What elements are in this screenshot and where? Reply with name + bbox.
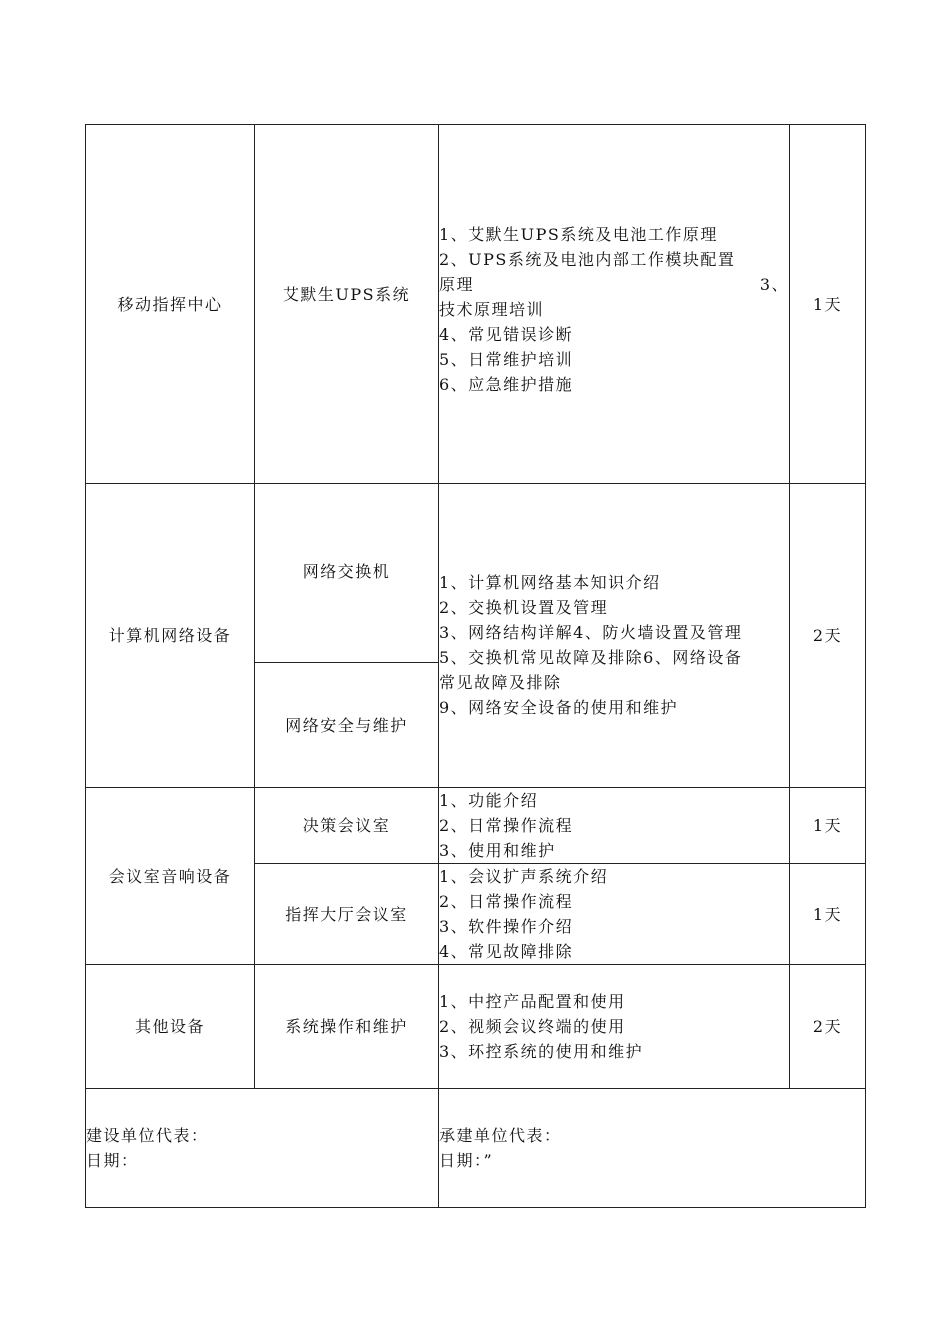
- content-cell: [439, 864, 790, 965]
- content-line-right: 3、: [759, 274, 789, 294]
- content-line: 5、交换机常见故障及排除6、网络设备: [439, 647, 743, 667]
- signature-row: [86, 1089, 866, 1208]
- content-line: 2、视频会议终端的使用: [439, 1017, 626, 1036]
- content-line: 3、软件操作介绍: [439, 917, 574, 936]
- content-line: 4、常见错误诊断: [439, 324, 574, 344]
- content-line: 4、常见故障排除: [439, 942, 574, 961]
- table-row: [86, 788, 866, 864]
- contractor-signature-cell: [439, 1089, 866, 1208]
- content-line: 6、应急维护措施: [439, 374, 574, 394]
- category-cell: 计算机网络设备: [86, 484, 255, 788]
- content-line: 1、中控产品配置和使用: [439, 992, 626, 1011]
- content-line: 2、日常操作流程: [439, 816, 574, 835]
- duration-cell: 1天: [790, 125, 866, 484]
- duration-cell: 2天: [790, 965, 866, 1089]
- content-line: 1、艾默生UPS系统及电池工作原理: [439, 224, 718, 244]
- category-cell: 会议室音响设备: [86, 788, 255, 965]
- content-line: [439, 272, 789, 297]
- content-line: 5、日常维护培训: [439, 349, 574, 369]
- table-row: [86, 125, 866, 484]
- category-cell: 其他设备: [86, 965, 255, 1089]
- content-line: 3、使用和维护: [439, 841, 556, 860]
- content-line: 2、交换机设置及管理: [439, 597, 609, 617]
- builder-rep-label: 建设单位代表：: [86, 1126, 209, 1145]
- content-cell: [439, 788, 790, 864]
- content-line: 技术原理培训: [439, 299, 545, 319]
- item-cell: 艾默生UPS系统: [255, 125, 439, 484]
- builder-date-label: 日期：: [86, 1151, 139, 1170]
- content-line: 1、功能介绍: [439, 791, 539, 810]
- item-cell: 指挥大厅会议室: [255, 864, 439, 965]
- content-line: 3、环控系统的使用和维护: [439, 1042, 644, 1061]
- content-cell: [439, 125, 790, 484]
- content-line-left: 原理: [439, 274, 475, 294]
- table-row: [86, 965, 866, 1089]
- category-cell: 移动指挥中心: [86, 125, 255, 484]
- item-cell: 网络交换机: [255, 484, 439, 663]
- content-line: 2、UPS系统及电池内部工作模块配置: [439, 249, 736, 269]
- duration-cell: 2天: [790, 484, 866, 788]
- item-cell: 系统操作和维护: [255, 965, 439, 1089]
- content-line: 常见故障及排除: [439, 672, 562, 692]
- contractor-rep-label: 承建单位代表：: [439, 1126, 562, 1145]
- content-line: 1、计算机网络基本知识介绍: [439, 572, 661, 592]
- content-cell: [439, 484, 790, 788]
- duration-cell: 1天: [790, 864, 866, 965]
- table-row: [86, 484, 866, 663]
- item-cell: 网络安全与维护: [255, 663, 439, 788]
- item-cell: 决策会议室: [255, 788, 439, 864]
- duration-cell: 1天: [790, 788, 866, 864]
- builder-signature-cell: [86, 1089, 439, 1208]
- contractor-date-label: 日期：”: [439, 1151, 494, 1170]
- content-line: 9、网络安全设备的使用和维护: [439, 697, 679, 717]
- content-cell: [439, 965, 790, 1089]
- content-line: 3、网络结构详解4、防火墙设置及管理: [439, 622, 743, 642]
- training-table: [85, 124, 866, 1208]
- content-line: 1、会议扩声系统介绍: [439, 867, 609, 886]
- content-line: 2、日常操作流程: [439, 892, 574, 911]
